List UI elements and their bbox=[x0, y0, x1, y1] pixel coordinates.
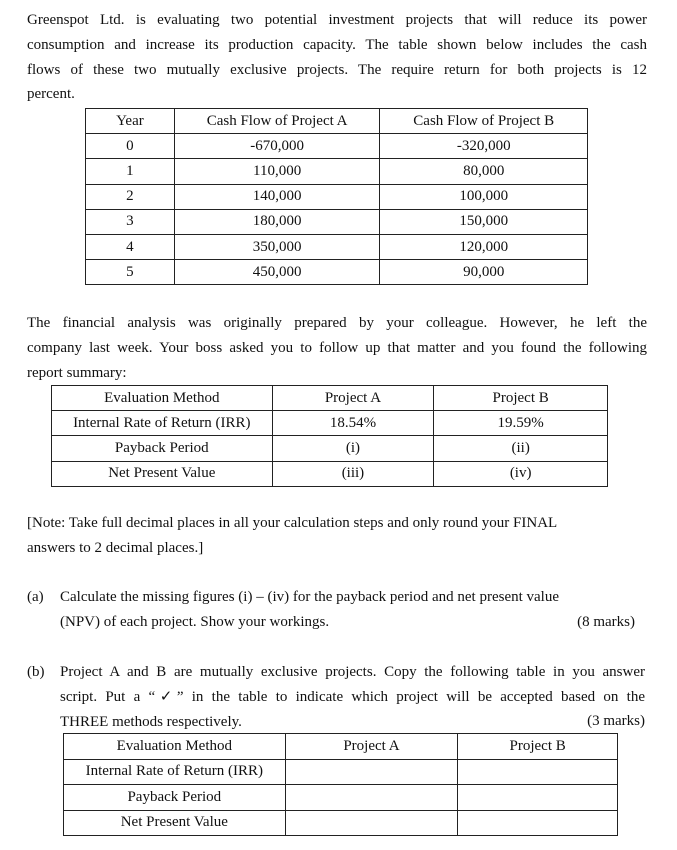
answer-cell bbox=[285, 810, 458, 836]
table-row bbox=[64, 759, 618, 785]
table-cell: (ii) bbox=[434, 436, 608, 461]
header-cell: Project B bbox=[434, 386, 608, 411]
table-row bbox=[64, 810, 618, 836]
table-cell: 5 bbox=[86, 260, 175, 285]
header-cell: Project A bbox=[285, 734, 458, 760]
analysis-paragraph bbox=[27, 311, 647, 385]
table-cell: (iv) bbox=[434, 461, 608, 486]
header-cell: Year bbox=[86, 109, 175, 134]
table-row bbox=[86, 209, 588, 234]
answer-cell bbox=[458, 759, 618, 785]
table-cell: 18.54% bbox=[272, 411, 434, 436]
question-b-text bbox=[60, 660, 645, 734]
cash-flow-table bbox=[85, 108, 588, 285]
table-row bbox=[64, 785, 618, 811]
table-row bbox=[52, 461, 608, 486]
text-line: (NPV) of each project. Show your workings. bbox=[60, 613, 330, 630]
table-cell: -320,000 bbox=[380, 134, 588, 159]
report-summary-table bbox=[51, 385, 608, 487]
table-cell: Internal Rate of Return (IRR) bbox=[52, 411, 273, 436]
text-line: flows of these two mutually exclusive projects. The require return for both projects is 12 bbox=[27, 61, 647, 78]
text-line: Project A and B are mutually exclusive projects. Copy the following table in you answer bbox=[60, 664, 645, 680]
table-row bbox=[86, 134, 588, 159]
question-a-marks: (8 marks) bbox=[577, 614, 635, 630]
text-line: [Note: Take full decimal places in all your calculation steps and only round your FINAL bbox=[27, 515, 558, 531]
table-cell: 19.59% bbox=[434, 411, 608, 436]
question-a-text bbox=[60, 585, 645, 635]
table-cell: 140,000 bbox=[174, 184, 380, 209]
note-text bbox=[27, 511, 557, 561]
table-cell: 2 bbox=[86, 184, 175, 209]
text-line: THREE methods respectively. bbox=[60, 713, 242, 730]
header-cell: Cash Flow of Project A bbox=[174, 109, 380, 134]
table-row bbox=[86, 234, 588, 259]
table-cell: 4 bbox=[86, 234, 175, 259]
table-header-row bbox=[52, 386, 608, 411]
table-cell: 90,000 bbox=[380, 260, 588, 285]
table-cell: Payback Period bbox=[52, 436, 273, 461]
table-cell: -670,000 bbox=[174, 134, 380, 159]
text-line: percent. bbox=[27, 86, 75, 103]
table-cell: 3 bbox=[86, 209, 175, 234]
table-row bbox=[86, 159, 588, 184]
text-line: script. Put a “✓” in the table to indicate which project will be accepted based on the bbox=[60, 688, 645, 705]
text-line: consumption and increase its production capacity. The table shown below includes the cash bbox=[27, 36, 647, 53]
table-cell: 0 bbox=[86, 134, 175, 159]
table-cell: Net Present Value bbox=[64, 810, 286, 836]
text-line: answers to 2 decimal places.] bbox=[27, 539, 204, 556]
table-cell: Net Present Value bbox=[52, 461, 273, 486]
table-cell: (iii) bbox=[272, 461, 434, 486]
table-row bbox=[86, 184, 588, 209]
answer-cell bbox=[458, 810, 618, 836]
answer-cell bbox=[285, 759, 458, 785]
table-cell: 80,000 bbox=[380, 159, 588, 184]
table-cell: 180,000 bbox=[174, 209, 380, 234]
header-cell: Evaluation Method bbox=[64, 734, 286, 760]
table-cell: 150,000 bbox=[380, 209, 588, 234]
text-line: Greenspot Ltd. is evaluating two potential investment projects that will reduce its power bbox=[27, 12, 647, 28]
table-cell: 1 bbox=[86, 159, 175, 184]
table-cell: 120,000 bbox=[380, 234, 588, 259]
header-cell: Project B bbox=[458, 734, 618, 760]
table-cell: 450,000 bbox=[174, 260, 380, 285]
table-cell: 100,000 bbox=[380, 184, 588, 209]
intro-paragraph bbox=[27, 8, 647, 107]
question-b-label: (b) bbox=[27, 664, 45, 680]
text-line: Calculate the missing figures (i) – (iv) for the payback period and net present value bbox=[60, 589, 559, 605]
table-header-row bbox=[86, 109, 588, 134]
question-b-marks: (3 marks) bbox=[587, 713, 645, 729]
text-line: company last week. Your boss asked you to follow up that matter and you found the following bbox=[27, 339, 647, 356]
table-row bbox=[52, 436, 608, 461]
table-cell: Payback Period bbox=[64, 785, 286, 811]
answer-cell bbox=[285, 785, 458, 811]
table-cell: Internal Rate of Return (IRR) bbox=[64, 759, 286, 785]
answer-table bbox=[63, 733, 618, 836]
table-cell: (i) bbox=[272, 436, 434, 461]
header-cell: Cash Flow of Project B bbox=[380, 109, 588, 134]
header-cell: Project A bbox=[272, 386, 434, 411]
table-row bbox=[52, 411, 608, 436]
header-cell: Evaluation Method bbox=[52, 386, 273, 411]
table-cell: 350,000 bbox=[174, 234, 380, 259]
text-line: The financial analysis was originally prepared by your colleague. However, he left the bbox=[27, 315, 647, 331]
answer-cell bbox=[458, 785, 618, 811]
table-cell: 110,000 bbox=[174, 159, 380, 184]
table-header-row bbox=[64, 734, 618, 760]
table-row bbox=[86, 260, 588, 285]
question-a-label: (a) bbox=[27, 589, 44, 605]
text-line: report summary: bbox=[27, 364, 127, 381]
